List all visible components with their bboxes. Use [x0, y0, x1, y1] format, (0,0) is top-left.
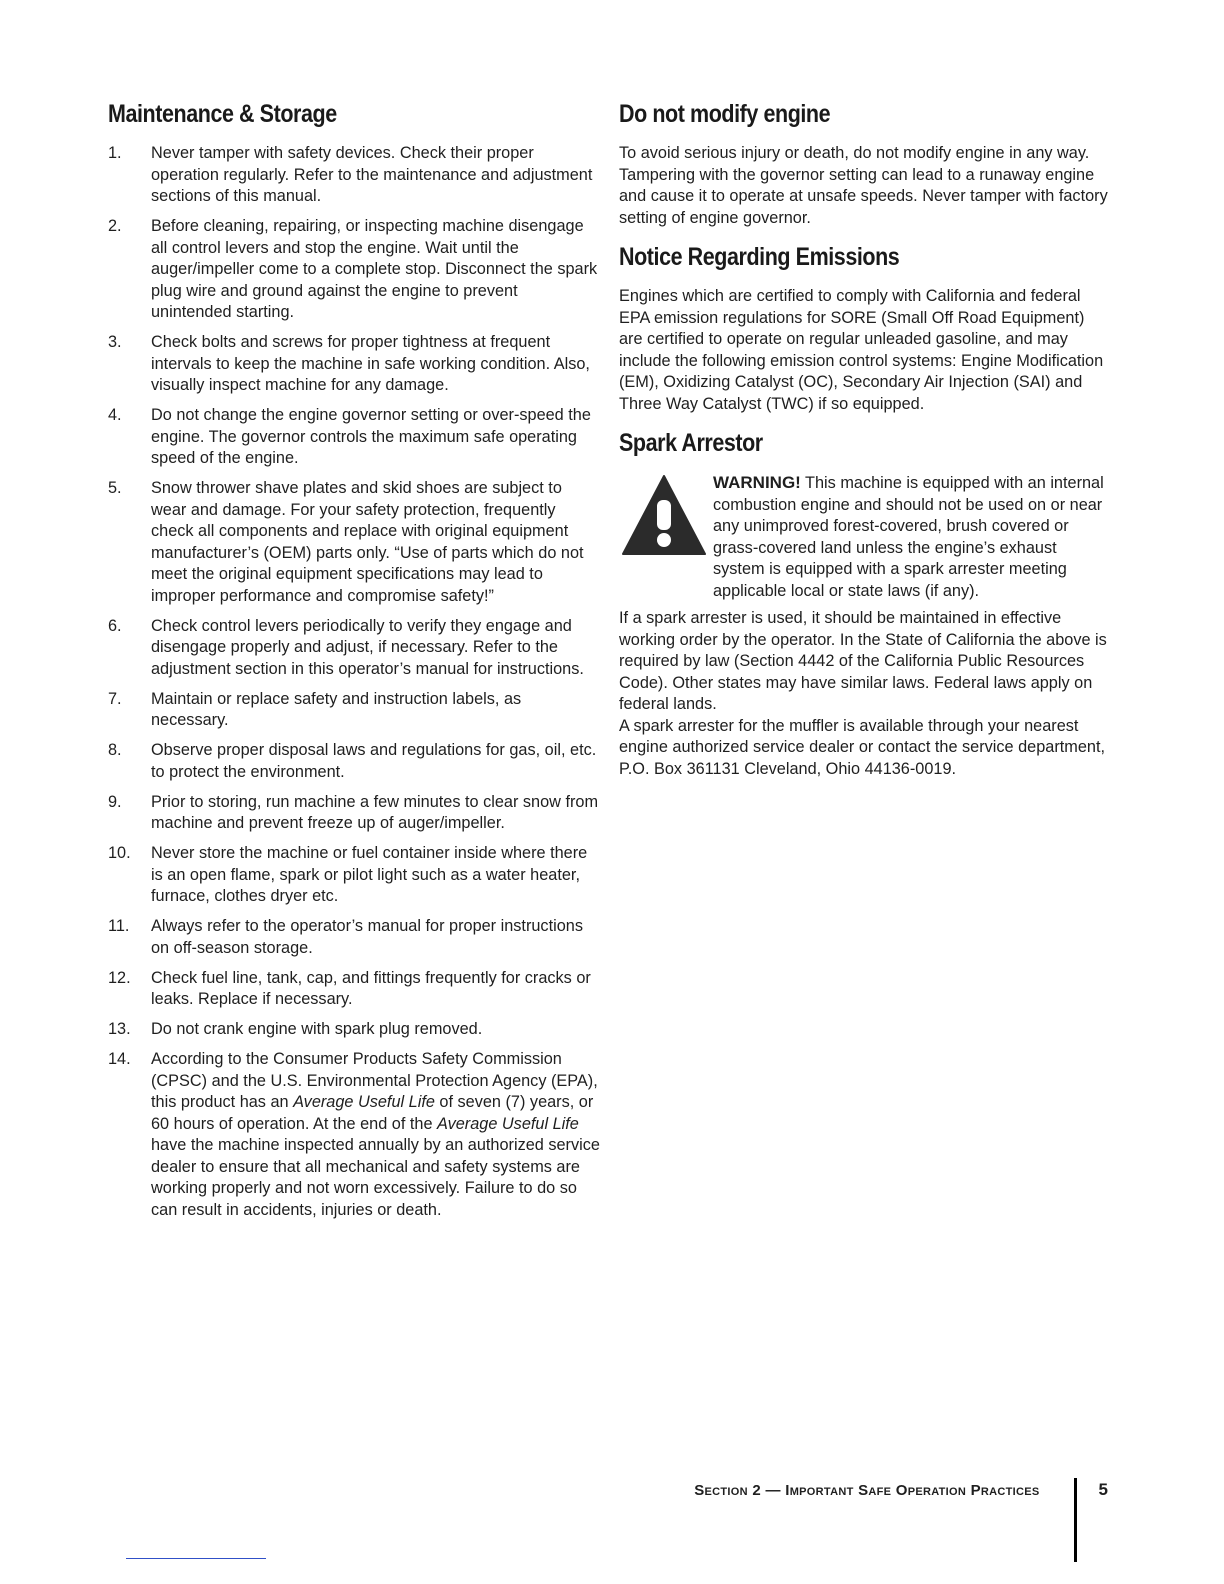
list-item-text: Check fuel line, tank, cap, and fittings frequently for cracks or leaks. Replace if necessary. — [151, 968, 591, 1008]
list-item-number: 6. — [108, 616, 122, 635]
list-item-number: 10. — [108, 844, 131, 862]
list-item-text: Check control levers periodically to verify they engage and disengage properly and adjust, if necessary. Refer to the adjustment section in this operator’s manual for instructions. — [151, 616, 584, 678]
list-item — [108, 740, 600, 783]
warning-text: WARNING! This machine is equipped with an internal combustion engine and should not be used on or near any unimproved forest-covered, brush covered or grass-covered land unless the engine’s exhaust system is equipped with a spark arrester meeting applicable local or state laws (if any). — [713, 473, 1104, 600]
list-item-number: 2. — [108, 217, 122, 235]
list-item-number: 1. — [108, 144, 122, 162]
list-item — [108, 405, 600, 470]
list-item-number: 13. — [108, 1020, 131, 1038]
list-item — [108, 1049, 600, 1221]
list-item-text: Observe proper disposal laws and regulations for gas, oil, etc. to protect the environment. — [151, 741, 597, 781]
list-item — [108, 143, 600, 208]
list-item-number: 14. — [108, 1050, 131, 1068]
maintenance-storage-heading: Maintenance & Storage — [108, 100, 337, 128]
list-item-number: 7. — [108, 689, 122, 708]
list-item-text: Never store the machine or fuel container inside where there is an open flame, spark or pilot light such as a water heater, furnace, clothes dryer etc. — [151, 844, 588, 905]
emissions-section — [619, 243, 1111, 415]
footer-divider — [1074, 1478, 1077, 1562]
list-item-text: Prior to storing, run machine a few minutes to clear snow from machine and prevent freeze up of auger/impeller. — [151, 792, 599, 832]
list-item — [108, 968, 600, 1011]
spark-arrestor-heading: Spark Arrestor — [619, 429, 763, 457]
list-item-text: Do not change the engine governor setting or over-speed the engine. The governor controls the maximum safe operating speed of the engine. — [151, 406, 591, 467]
warning-label: WARNING! — [713, 473, 801, 492]
list-item-number: 9. — [108, 792, 122, 811]
list-item-number: 3. — [108, 333, 122, 351]
list-item — [108, 478, 600, 607]
page-footer — [694, 1478, 1108, 1562]
modify-engine-section — [619, 100, 1111, 229]
list-item-text: Snow thrower shave plates and skid shoes are subject to wear and damage. For your safety protection, frequently check all components and replace with original equipment manufacturer’s (OEM) parts only. “Use of parts which do not meet the original equipment specifications may lead to improper performance and compromise safety!” — [151, 479, 584, 605]
list-item — [108, 916, 600, 959]
list-item-number: 4. — [108, 406, 122, 424]
footer-section-title: Section 2 — Important Safe Operation Practices — [694, 1482, 1040, 1499]
list-item-number: 11. — [108, 917, 130, 935]
warning-block — [619, 472, 1111, 602]
warning-triangle-icon — [619, 472, 713, 564]
list-item — [108, 689, 600, 732]
list-item-number: 8. — [108, 741, 122, 759]
spark-arrester-paragraph: If a spark arrester is used, it should be maintained in effective working order by the operator. In the State of California the above is required by law (Section 4442 of the California Public Resources Code). Other states may have similar laws. Federal laws apply on federal lands. — [619, 609, 1107, 713]
list-item-number: 5. — [108, 479, 122, 497]
list-item-text: Maintain or replace safety and instruction labels, as necessary. — [151, 689, 522, 729]
modify-engine-text: To avoid serious injury or death, do not modify engine in any way. Tampering with the governor setting can lead to a runaway engine and cause it to operate at unsafe speeds. Never tamper with factory setting of engine governor. — [619, 144, 1108, 227]
spark-arrestor-section — [619, 429, 1111, 780]
modify-engine-heading: Do not modify engine — [619, 100, 831, 128]
list-item — [108, 616, 600, 681]
list-item-number: 12. — [108, 968, 131, 987]
list-item-text: Do not crank engine with spark plug removed. — [151, 1020, 483, 1038]
list-item — [108, 1019, 600, 1041]
emissions-text: Engines which are certified to comply with California and federal EPA emission regulations for SORE (Small Off Road Equipment) are certified to operate on regular unleaded gasoline, and may include the following emission control systems: Engine Modification (EM), Oxidizing Catalyst (OC), Secondary Air Injection (SAI) and Three Way Catalyst (TWC) if so equipped. — [619, 287, 1104, 413]
list-item — [108, 332, 600, 397]
list-item-text: Always refer to the operator’s manual for proper instructions on off-season storage. — [151, 917, 583, 957]
list-item — [108, 843, 600, 908]
left-column — [108, 100, 600, 1230]
list-item-text: Check bolts and screws for proper tightness at frequent intervals to keep the machine in safe working condition. Also, visually inspect machine for any damage. — [151, 333, 590, 394]
bottom-divider — [126, 1558, 266, 1559]
list-item — [108, 216, 600, 324]
maintenance-list — [108, 143, 600, 1041]
list-item-text: Never tamper with safety devices. Check their proper operation regularly. Refer to the maintenance and adjustment sections of this manual. — [151, 144, 593, 205]
maintenance-list-continued — [108, 1049, 600, 1221]
list-item-text: According to the Consumer Products Safety Commission (CPSC) and the U.S. Environmental Protection Agency (EPA), this product has an Average Useful Life of seven (7) years, or 60 hours of operation. At the end of the Average Useful Life have the machine inspected annually by an authorized service dealer to ensure that all mechanical and safety systems are working properly and not worn excessively. Failure to do so can result in accidents, injuries or death. — [151, 1050, 600, 1219]
list-item-text: Before cleaning, repairing, or inspecting machine disengage all control levers and stop the engine. Wait until the auger/impeller come to a complete stop. Disconnect the spark plug wire and ground against the engine to prevent unintended starting. — [151, 217, 598, 321]
emissions-heading: Notice Regarding Emissions — [619, 243, 900, 271]
right-column — [619, 100, 1111, 794]
page-number: 5 — [1098, 1480, 1108, 1499]
list-item — [108, 792, 600, 835]
spark-arrester-contact-paragraph: A spark arrester for the muffler is available through your nearest engine authorized service dealer or contact the service department, P.O. Box 361131 Cleveland, Ohio 44136-0019. — [619, 716, 1105, 778]
